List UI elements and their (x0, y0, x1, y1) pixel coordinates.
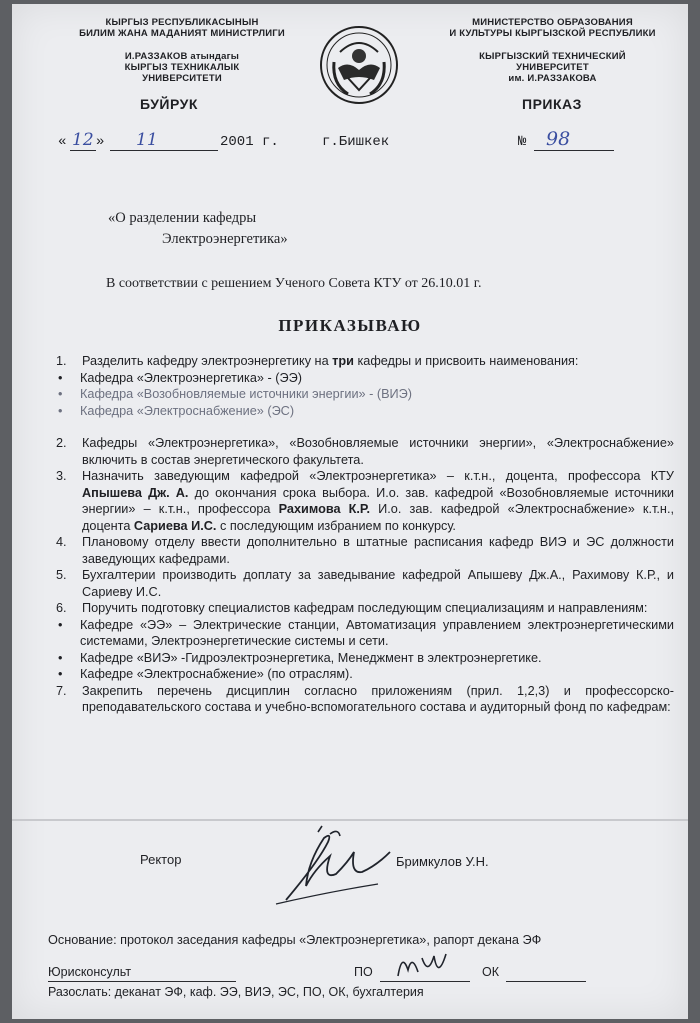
header-left-line: КЫРГЫЗ РЕСПУБЛИКАСЫНЫН (105, 17, 259, 28)
order-item: 5. Бухгалтерии производить доплату за заведывание кафедрой Апышеву Дж.А., Рахимову К.Р., и Сариеву И.С. (56, 568, 674, 599)
list-item: • Кафедра «Электроэнергетика» - (ЭЭ) (58, 370, 302, 385)
order-item: 6. Поручить подготовку специалистов кафедрам последующим специализациям и направлениям: (56, 601, 648, 615)
order-number: 98 (546, 128, 571, 150)
header-right-russian (430, 17, 675, 84)
document-page (12, 4, 688, 1019)
handwritten-visa (392, 946, 452, 986)
header-left-kyrgyz (72, 17, 292, 84)
jurist-label: Юрисконсульт (48, 965, 132, 979)
ok-label: ОК (482, 965, 500, 979)
subject-line: «О разделении кафедры (108, 210, 257, 226)
list-item: • Кафедра «Возобновляемые источники энергии» - (ВИЭ) (58, 387, 413, 401)
distribution-list: Разослать: деканат ЭФ, каф. ЭЭ, ВИЭ, ЭС, ПО, ОК, бухгалтерия (48, 985, 424, 999)
signature-block (12, 822, 688, 1019)
order-item: 4. Плановому отделу ввести дополнительно в штатные расписания кафедр ВИЭ и ЭС должности заведующих кафедрами. (56, 535, 674, 566)
header-left-line: И.РАЗЗАКОВ атындагы (124, 51, 240, 62)
order-item: 7. Закрепить перечень дисциплин согласно приложениям (прил. 1,2,3) и профессорско-преподавательского состава и учебно-вспомогательного состава и аудиторный фонд по кафедрам: (56, 683, 674, 714)
po-label: ПО (354, 965, 373, 979)
state-emblem-icon (318, 24, 400, 106)
order-item: 3. Назначить заведующим кафедрой «Электроэнергетика» – к.т.н., доцента, профессора КТУ Апышева Дж. А. до окончания срока выбора. И.о. зав. кафедрой «Возобновляемые источники энергии» – к.т.н., профессора Рахимова К.Р. И.о. зав. кафедрой «Электроснабжение» к.т.н., доцента Сариева И.С. с последующим избранием по конкурсу. (56, 469, 674, 533)
list-item: • Кафедра «Электроснабжение» (ЭС) (58, 403, 295, 418)
header-right-line: КЫРГЫЗСКИЙ ТЕХНИЧЕСКИЙ (479, 51, 626, 62)
handwritten-signature (258, 822, 398, 912)
basis-statement: В соответствии с решением Ученого Совета КТУ от 26.10.01 г. (106, 276, 482, 291)
date-city: г.Бишкек (322, 134, 390, 150)
item-number: 1. (56, 354, 67, 368)
header-left-line: УНИВЕРСИТЕТИ (142, 73, 222, 84)
close-quote: » (96, 134, 105, 150)
header-right-line: И КУЛЬТУРЫ КЫРГЫЗСКОЙ РЕСПУБЛИКИ (449, 28, 656, 39)
subject-line: Электроэнергетика» (162, 231, 288, 247)
header-left-line: БИЛИМ ЖАНА МАДАНИЯТ МИНИСТРЛИГИ (79, 28, 285, 39)
basis-footer: Основание: протокол заседания кафедры «Электроэнергетика», рапорт декана ЭФ (48, 933, 542, 947)
list-item: • Кафедре «ЭЭ» – Электрические станции, Автоматизация управлением электроэнергетическими системами, Электроэнергетические системы и сети. (58, 617, 674, 648)
title-buiruk: БУЙРУК (140, 96, 198, 112)
order-body (56, 353, 674, 716)
title-prikaz: ПРИКАЗ (522, 96, 582, 112)
order-item: 2. Кафедры «Электроэнергетика», «Возобновляемые источники энергии», «Электроснабжение» включить в состав энергетического факультета. (56, 436, 674, 467)
header-right-line: им. И.РАЗЗАКОВА (508, 73, 597, 84)
signer-name: Бримкулов У.Н. (396, 854, 489, 869)
item-text: Разделить кафедру электроэнергетику на три кафедры и присвоить наименования: (82, 354, 579, 368)
header-left-line: КЫРГЫЗ ТЕХНИКАЛЫК (124, 62, 240, 73)
order-heading: ПРИКАЗЫВАЮ (278, 316, 422, 335)
list-item: • Кафедре «Электроснабжение» (по отраслям). (58, 667, 353, 681)
date-year: 2001 г. (220, 134, 279, 150)
open-quote: « (58, 134, 67, 150)
order-item (56, 353, 674, 370)
list-item: • Кафедре «ВИЭ» -Гидроэлектроэнергетика, Менеджмент в электроэнергетике. (58, 650, 542, 665)
page-fold (12, 819, 688, 821)
header-right-line: УНИВЕРСИТЕТ (516, 62, 589, 73)
order-subject (108, 208, 288, 250)
signer-role: Ректор (140, 852, 182, 867)
header-right-line: МИНИСТЕРСТВО ОБРАЗОВАНИЯ (472, 17, 633, 28)
date-day: 12 (72, 130, 94, 150)
date-month: 11 (136, 130, 158, 150)
order-number-label: № (518, 134, 527, 150)
